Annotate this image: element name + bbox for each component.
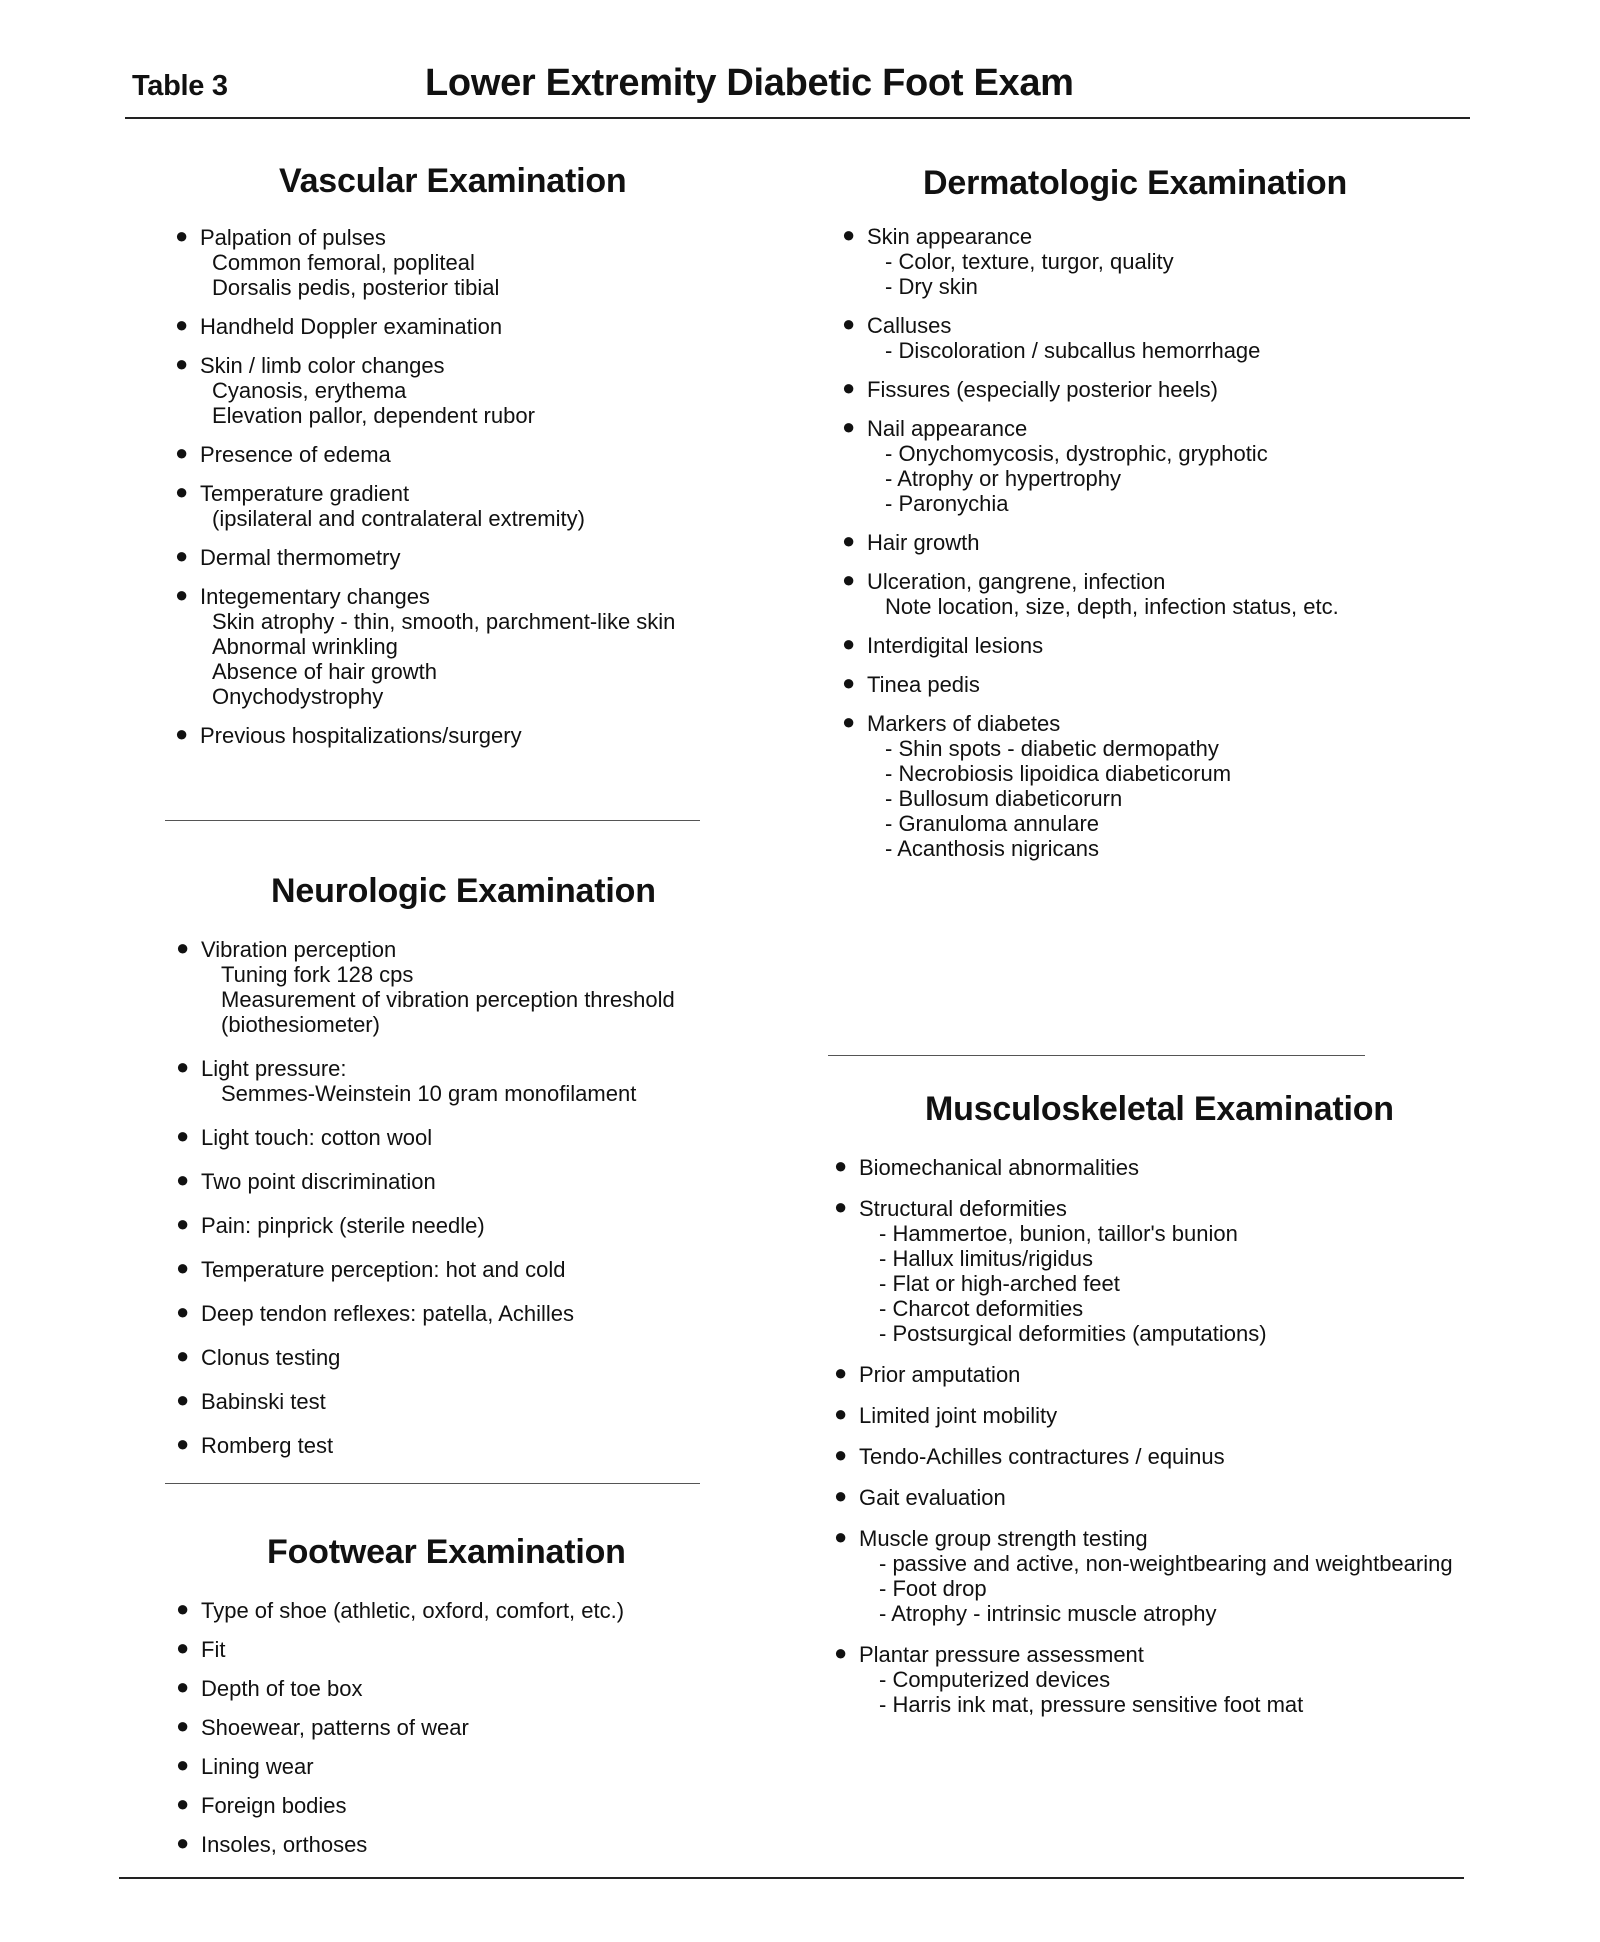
- dermatologic-heading: Dermatologic Examination: [923, 164, 1348, 202]
- neurologic-list: [176, 937, 675, 1458]
- bullet-icon: ●: [176, 1431, 190, 1456]
- item-detail: - Dry skin: [885, 274, 978, 299]
- bullet-icon: ●: [842, 631, 856, 656]
- bullet-icon: ●: [175, 440, 189, 465]
- item-label: Skin appearance: [867, 224, 1033, 249]
- item-detail: Abnormal wrinkling: [212, 634, 398, 659]
- item-label: Structural deformities: [859, 1196, 1067, 1221]
- item-detail: - Shin spots - diabetic dermopathy: [885, 736, 1219, 761]
- vascular-heading: Vascular Examination: [279, 162, 627, 200]
- bullet-icon: ●: [176, 1674, 190, 1699]
- item-detail: - Harris ink mat, pressure sensitive foot mat: [879, 1692, 1304, 1717]
- item-label: Presence of edema: [200, 442, 391, 467]
- item-label: Babinski test: [201, 1389, 326, 1414]
- item-label: Markers of diabetes: [867, 711, 1061, 736]
- item-label: Type of shoe (athletic, oxford, comfort, etc.): [201, 1598, 625, 1623]
- item-detail: - Granuloma annulare: [885, 811, 1100, 836]
- list-item: [175, 723, 675, 748]
- item-label: Dermal thermometry: [200, 545, 401, 570]
- item-label: Handheld Doppler examination: [200, 314, 503, 339]
- list-item: [842, 711, 1339, 861]
- list-item: [175, 545, 675, 570]
- bullet-icon: ●: [834, 1640, 848, 1665]
- section-divider: [828, 1055, 1365, 1056]
- item-detail: (biothesiometer): [221, 1012, 380, 1037]
- item-detail: - Bullosum diabeticorurn: [885, 786, 1123, 811]
- item-detail: Tuning fork 128 cps: [221, 962, 414, 987]
- list-item: [176, 1676, 624, 1701]
- item-label: Muscle group strength testing: [859, 1526, 1148, 1551]
- bullet-icon: ●: [842, 375, 856, 400]
- item-label: Biomechanical abnormalities: [859, 1155, 1140, 1180]
- item-detail: - Flat or high-arched feet: [879, 1271, 1120, 1296]
- list-item: [176, 1715, 624, 1740]
- item-label: Calluses: [867, 313, 952, 338]
- list-item: [842, 224, 1339, 299]
- bullet-icon: ●: [175, 582, 189, 607]
- list-item: [175, 225, 675, 300]
- bullet-icon: ●: [834, 1524, 848, 1549]
- list-item: [175, 353, 675, 428]
- item-detail: - Discoloration / subcallus hemorrhage: [885, 338, 1261, 363]
- neurologic-heading: Neurologic Examination: [271, 872, 656, 910]
- list-item: [176, 1598, 624, 1623]
- bullet-icon: ●: [175, 223, 189, 248]
- item-detail: - Foot drop: [879, 1576, 987, 1601]
- list-item: [176, 1213, 675, 1238]
- musculoskeletal-heading: Musculoskeletal Examination: [925, 1090, 1394, 1128]
- section-divider: [165, 820, 700, 821]
- item-label: Palpation of pulses: [200, 225, 386, 250]
- bullet-icon: ●: [175, 721, 189, 746]
- item-label: Depth of toe box: [201, 1676, 363, 1701]
- item-label: Previous hospitalizations/surgery: [200, 723, 522, 748]
- bullet-icon: ●: [834, 1401, 848, 1426]
- item-detail: - Atrophy or hypertrophy: [885, 466, 1122, 491]
- item-label: Deep tendon reflexes: patella, Achilles: [201, 1301, 575, 1326]
- list-item: [176, 1433, 675, 1458]
- page-title: Lower Extremity Diabetic Foot Exam: [425, 62, 1074, 104]
- footwear-list: [176, 1598, 624, 1857]
- bullet-icon: ●: [176, 1167, 190, 1192]
- item-label: Vibration perception: [201, 937, 397, 962]
- list-item: [842, 569, 1339, 619]
- bullet-icon: ●: [842, 709, 856, 734]
- list-item: [175, 584, 675, 709]
- item-detail: - Charcot deformities: [879, 1296, 1084, 1321]
- list-item: [176, 1301, 675, 1326]
- footer-rule: [119, 1877, 1464, 1879]
- bullet-icon: ●: [834, 1194, 848, 1219]
- list-item: [834, 1444, 1453, 1469]
- item-label: Fissures (especially posterior heels): [867, 377, 1218, 402]
- list-item: [175, 442, 675, 467]
- item-detail: - Onychomycosis, dystrophic, gryphotic: [885, 441, 1268, 466]
- item-label: Prior amputation: [859, 1362, 1021, 1387]
- list-item: [834, 1403, 1453, 1428]
- bullet-icon: ●: [176, 1123, 190, 1148]
- item-label: Interdigital lesions: [867, 633, 1044, 658]
- bullet-icon: ●: [176, 1635, 190, 1660]
- item-detail: (ipsilateral and contralateral extremity): [212, 506, 585, 531]
- item-detail: - Necrobiosis lipoidica diabeticorum: [885, 761, 1232, 786]
- bullet-icon: ●: [175, 543, 189, 568]
- list-item: [176, 1125, 675, 1150]
- item-label: Plantar pressure assessment: [859, 1642, 1144, 1667]
- list-item: [176, 1389, 675, 1414]
- bullet-icon: ●: [834, 1360, 848, 1385]
- list-item: [834, 1526, 1453, 1626]
- header-rule: [125, 117, 1470, 119]
- item-label: Skin / limb color changes: [200, 353, 445, 378]
- bullet-icon: ●: [175, 479, 189, 504]
- item-detail: Absence of hair growth: [212, 659, 438, 684]
- item-detail: - Atrophy - intrinsic muscle atrophy: [879, 1601, 1217, 1626]
- bullet-icon: ●: [176, 1211, 190, 1236]
- list-item: [176, 1169, 675, 1194]
- item-detail: - Color, texture, turgor, quality: [885, 249, 1174, 274]
- list-item: [834, 1485, 1453, 1510]
- item-label: Clonus testing: [201, 1345, 341, 1370]
- item-label: Romberg test: [201, 1433, 334, 1458]
- item-label: Tendo-Achilles contractures / equinus: [859, 1444, 1225, 1469]
- item-label: Shoewear, patterns of wear: [201, 1715, 469, 1740]
- bullet-icon: ●: [842, 567, 856, 592]
- item-detail: Common femoral, popliteal: [212, 250, 475, 275]
- bullet-icon: ●: [176, 1299, 190, 1324]
- item-label: Light pressure:: [201, 1056, 347, 1081]
- item-detail: Skin atrophy - thin, smooth, parchment-like skin: [212, 609, 676, 634]
- item-label: Pain: pinprick (sterile needle): [201, 1213, 485, 1238]
- item-detail: - passive and active, non-weightbearing and weightbearing: [879, 1551, 1453, 1576]
- item-detail: Measurement of vibration perception threshold: [221, 987, 675, 1012]
- item-label: Ulceration, gangrene, infection: [867, 569, 1166, 594]
- bullet-icon: ●: [176, 1343, 190, 1368]
- list-item: [842, 672, 1339, 697]
- item-detail: Cyanosis, erythema: [212, 378, 407, 403]
- item-label: Tinea pedis: [867, 672, 980, 697]
- item-label: Temperature perception: hot and cold: [201, 1257, 566, 1282]
- list-item: [175, 314, 675, 339]
- list-item: [176, 1637, 624, 1662]
- bullet-icon: ●: [834, 1442, 848, 1467]
- bullet-icon: ●: [175, 312, 189, 337]
- item-detail: - Hallux limitus/rigidus: [879, 1246, 1093, 1271]
- section-divider: [165, 1483, 700, 1484]
- item-label: Hair growth: [867, 530, 980, 555]
- bullet-icon: ●: [175, 351, 189, 376]
- bullet-icon: ●: [176, 1054, 190, 1079]
- table-label: Table 3: [132, 70, 228, 102]
- bullet-icon: ●: [176, 1713, 190, 1738]
- list-item: [175, 481, 675, 531]
- item-label: Insoles, orthoses: [201, 1832, 368, 1857]
- item-detail: Elevation pallor, dependent rubor: [212, 403, 535, 428]
- list-item: [176, 1754, 624, 1779]
- item-label: Nail appearance: [867, 416, 1028, 441]
- bullet-icon: ●: [176, 935, 190, 960]
- item-detail: - Hammertoe, bunion, taillor's bunion: [879, 1221, 1238, 1246]
- footwear-heading: Footwear Examination: [267, 1533, 626, 1571]
- item-detail: - Postsurgical deformities (amputations): [879, 1321, 1267, 1346]
- list-item: [834, 1196, 1453, 1346]
- list-item: [842, 416, 1339, 516]
- list-item: [176, 937, 675, 1037]
- list-item: [834, 1155, 1453, 1180]
- bullet-icon: ●: [834, 1153, 848, 1178]
- list-item: [842, 633, 1339, 658]
- list-item: [176, 1257, 675, 1282]
- list-item: [842, 313, 1339, 363]
- dermatologic-list: [842, 224, 1339, 861]
- bullet-icon: ●: [842, 670, 856, 695]
- bullet-icon: ●: [176, 1830, 190, 1855]
- bullet-icon: ●: [842, 414, 856, 439]
- bullet-icon: ●: [176, 1752, 190, 1777]
- list-item: [176, 1793, 624, 1818]
- bullet-icon: ●: [176, 1791, 190, 1816]
- vascular-list: [175, 225, 675, 748]
- item-label: Foreign bodies: [201, 1793, 347, 1818]
- item-detail: Onychodystrophy: [212, 684, 384, 709]
- list-item: [176, 1345, 675, 1370]
- item-detail: Semmes-Weinstein 10 gram monofilament: [221, 1081, 637, 1106]
- item-detail: - Acanthosis nigricans: [885, 836, 1099, 861]
- item-detail: Dorsalis pedis, posterior tibial: [212, 275, 500, 300]
- list-item: [834, 1362, 1453, 1387]
- bullet-icon: ●: [834, 1483, 848, 1508]
- list-item: [176, 1056, 675, 1106]
- item-detail: Note location, size, depth, infection status, etc.: [885, 594, 1339, 619]
- item-label: Integementary changes: [200, 584, 430, 609]
- musculoskeletal-list: [834, 1155, 1453, 1717]
- item-label: Two point discrimination: [201, 1169, 436, 1194]
- list-item: [842, 377, 1339, 402]
- item-label: Light touch: cotton wool: [201, 1125, 433, 1150]
- list-item: [834, 1642, 1453, 1717]
- bullet-icon: ●: [176, 1255, 190, 1280]
- item-label: Fit: [201, 1637, 226, 1662]
- item-detail: - Paronychia: [885, 491, 1009, 516]
- list-item: [176, 1832, 624, 1857]
- item-label: Lining wear: [201, 1754, 314, 1779]
- bullet-icon: ●: [176, 1387, 190, 1412]
- bullet-icon: ●: [176, 1596, 190, 1621]
- item-label: Gait evaluation: [859, 1485, 1006, 1510]
- item-detail: - Computerized devices: [879, 1667, 1111, 1692]
- item-label: Temperature gradient: [200, 481, 410, 506]
- item-label: Limited joint mobility: [859, 1403, 1058, 1428]
- bullet-icon: ●: [842, 222, 856, 247]
- bullet-icon: ●: [842, 528, 856, 553]
- list-item: [842, 530, 1339, 555]
- bullet-icon: ●: [842, 311, 856, 336]
